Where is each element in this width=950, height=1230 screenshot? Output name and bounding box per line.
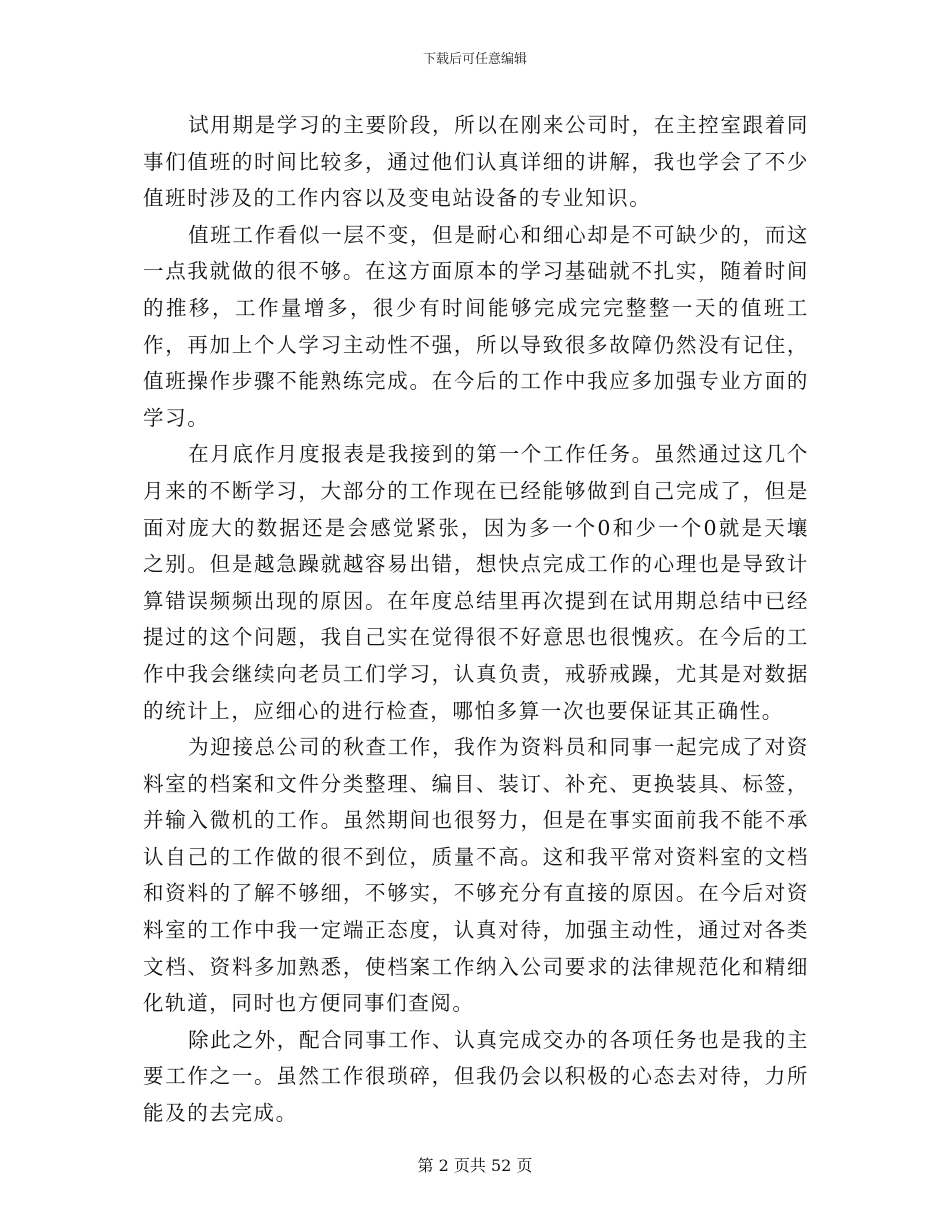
page-header: 下载后可任意编辑: [422, 52, 527, 67]
paragraph-probation-study: 试用期是学习的主要阶段，所以在刚来公司时，在主控室跟着同事们值班的时间比较多，通过他们认真详细的讲解，我也学会了不少值班时涉及的工作内容以及变电站设备的专业知识。: [143, 113, 809, 211]
paragraph-duty-work: 值班工作看似一层不变，但是耐心和细心却是不可缺少的，而这一点我就做的很不够。在这方面原本的学习基础就不扎实，随着时间的推移，工作量增多，很少有时间能够完成完完整整一天的值班工作，再加上个人学习主动性不强，所以导致很多故障仍然没有记住，值班操作步骤不能熟练完成。在今后的工作中我应多加强专业方面的学习。: [143, 222, 809, 430]
paragraph-archive-inspection: 为迎接总公司的秋查工作，我作为资料员和同事一起完成了对资料室的档案和文件分类整理、编目、装订、补充、更换装具、标签，并输入微机的工作。虽然期间也很努力，但是在事实面前我不能不承认自己的工作做的很不到位，质量不高。这和我平常对资料室的文档和资料的了解不够细，不够实，不够充分有直接的原因。在今后对资料室的工作中我一定端正态度，认真对待，加强主动性，通过对各类文档、资料多加熟悉，使档案工作纳入公司要求的法律规范化和精细化轨道，同时也方便同事们查阅。: [143, 735, 809, 1016]
document-body: [143, 107, 809, 1132]
page-footer: 第 2 页共 52 页: [417, 1156, 533, 1175]
paragraph-monthly-report: 在月底作月度报表是我接到的第一个工作任务。虽然通过这几个月来的不断学习，大部分的工作现在已经能够做到自己完成了，但是面对庞大的数据还是会感觉紧张，因为多一个0和少一个0就是天壤之别。但是越急躁就越容易出错，想快点完成工作的心理也是导致计算错误频频出现的原因。在年度总结里再次提到在试用期总结中已经提过的这个问题，我自己实在觉得很不好意思也很愧疚。在今后的工作中我会继续向老员工们学习，认真负责，戒骄戒躁，尤其是对数据的统计上，应细心的进行检查，哪怕多算一次也要保证其正确性。: [143, 442, 809, 723]
paragraph-other-tasks: 除此之外，配合同事工作、认真完成交办的各项任务也是我的主要工作之一。虽然工作很琐碎，但我仍会以积极的心态去对待，力所能及的去完成。: [143, 1027, 809, 1126]
